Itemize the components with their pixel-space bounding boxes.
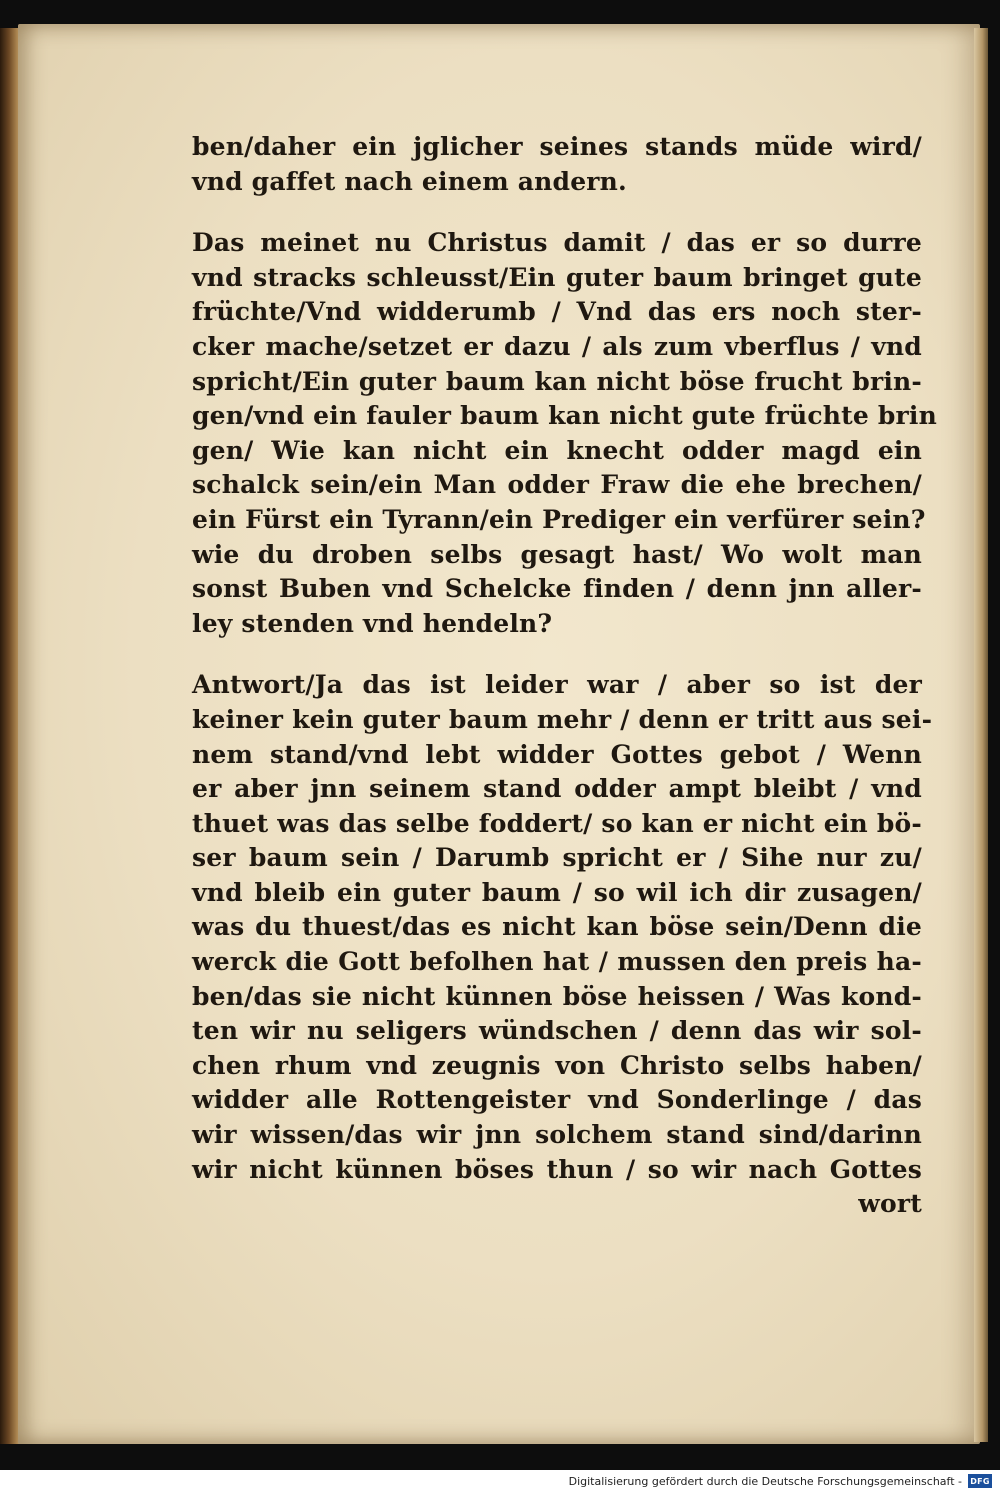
text-line: chen rhum vnd zeugnis von Christo selbs haben/ [192,1050,922,1080]
text-line: ein Fürst ein Tyrann/ein Prediger ein verfürer sein? [192,504,926,534]
text-line: Das meinet nu Christus damit / das er so durre [192,228,922,258]
text-line: schalck sein/ein Man odder Fraw die ehe brechen/ [192,470,922,500]
text-line: gen/ Wie kan nicht ein knecht odder magd ein [192,435,922,465]
text-line: früchte/Vnd widderumb / Vnd das ers noch ster- [192,297,922,327]
text-line: werck die Gott befolhen hat / mussen den preis ha- [192,947,922,977]
text-line: vnd stracks schleusst/Ein guter baum bringet gute [192,262,922,292]
text-line: nem stand/vnd lebt widder Gottes gebot / Wenn [192,739,922,769]
text-line: Antwort/Ja das ist leider war / aber so ist der [192,670,922,700]
text-line: er aber jnn seinem stand odder ampt bleibt / vnd [192,774,922,804]
text-line: gen/vnd ein fauler baum kan nicht gute früchte brin [192,401,938,431]
funding-credit: Digitalisierung gefördert durch die Deutsche Forschungsgemeinschaft - [568,1474,962,1488]
text-line: thuet was das selbe foddert/ so kan er nicht ein bö- [192,808,922,838]
text-line: spricht/Ein guter baum kan nicht böse frucht brin- [192,366,922,396]
dfg-logo: DFG [968,1474,992,1488]
text-line: ten wir nu seligers wündschen / denn das wir sol- [192,1016,922,1046]
text-line: keiner kein guter baum mehr / denn er tritt aus sei- [192,704,933,734]
catchword: wort [858,1189,922,1219]
page-stack-edge [974,28,988,1442]
text-line: ser baum sein / Darumb spricht er / Sihe nur zu/ [192,843,922,873]
text-line: vnd gaffet nach einem andern. [192,166,627,196]
text-line: cker mache/setzet er dazu / als zum vberflus / vnd [192,331,922,361]
digitization-footer [0,1470,1000,1492]
page-text [192,130,938,1222]
text-line: wir nicht künnen böses thun / so wir nach Gottes [192,1154,922,1184]
text-line: sonst Buben vnd Schelcke finden / denn jnn aller- [192,574,922,604]
text-line: ley stenden vnd hendeln? [192,608,553,638]
text-line: widder alle Rottengeister vnd Sonderlinge / das [192,1085,922,1115]
text-line: wie du droben selbs gesagt hast/ Wo wolt man [192,539,922,569]
text-line: ben/daher ein jglicher seines stands müde wird/ [192,132,922,161]
text-line: ben/das sie nicht künnen böse heissen / Was kond- [192,981,922,1011]
text-line: wir wissen/das wir jnn solchem stand sind/darinn [192,1120,922,1150]
text-line: vnd bleib ein guter baum / so wil ich dir zusagen/ [192,877,922,907]
text-line: was du thuest/das es nicht kan böse sein/Denn die [192,912,922,942]
